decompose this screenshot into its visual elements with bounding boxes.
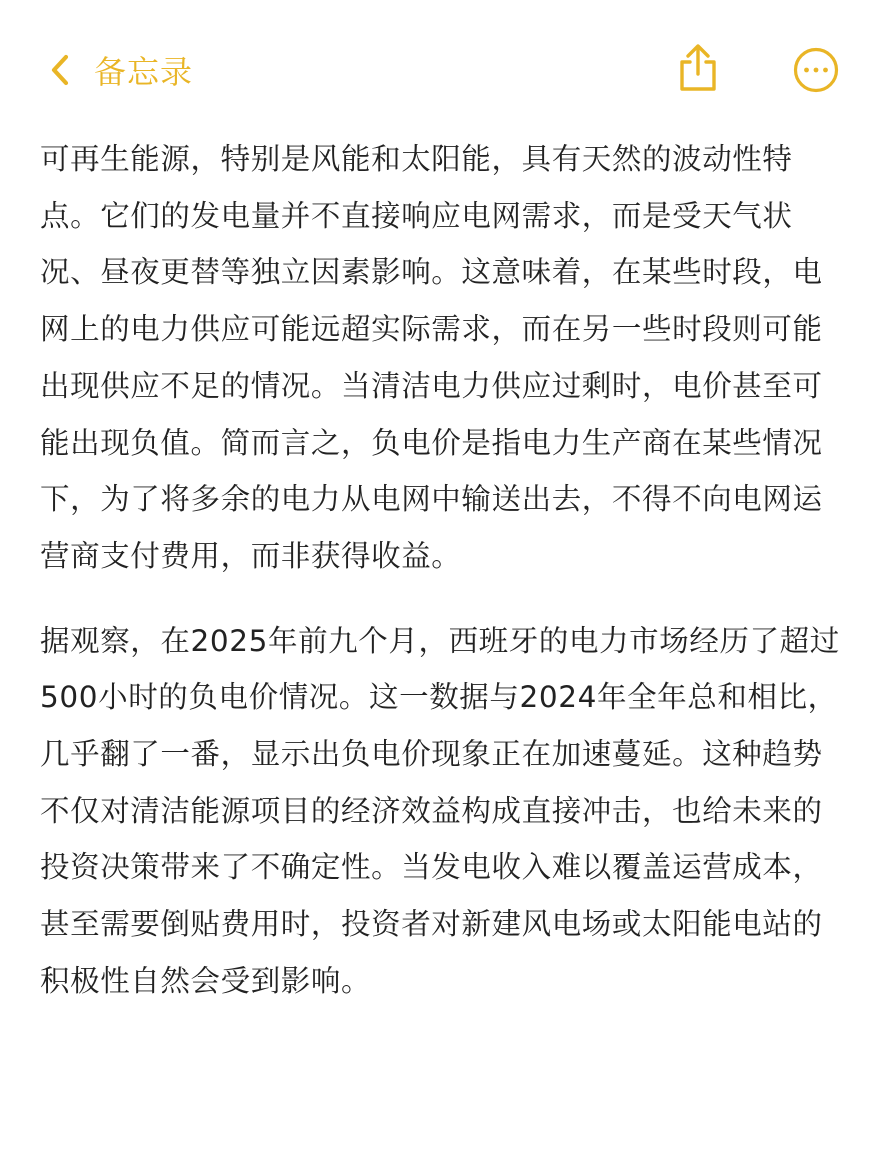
more-icon [792, 46, 840, 94]
share-icon [674, 42, 722, 94]
share-button[interactable] [674, 42, 722, 94]
back-label: 备忘录 [94, 53, 194, 91]
note-body[interactable] [40, 131, 840, 1010]
chevron-left-icon [44, 48, 80, 92]
more-button[interactable] [792, 46, 840, 94]
note-paragraph-1: 可再生能源，特别是风能和太阳能，具有天然的波动性特点。它们的发电量并不直接响应电网需求，而是受天气状况、昼夜更替等独立因素影响。这意味着，在某些时段，电网上的电力供应可能远超实际需求，而在另一些时段则可能出现供应不足的情况。当清洁电力供应过剩时，电价甚至可能出现负值。简而言之，负电价是指电力生产商在某些情况下，为了将多余的电力从电网中输送出去，不得不向电网运营商支付费用，而非获得收益。 [40, 142, 823, 573]
navigation-bar [0, 0, 880, 140]
back-button[interactable] [44, 44, 193, 96]
note-paragraph-2: 据观察，在2025年前九个月，西班牙的电力市场经历了超过500小时的负电价情况。这一数据与2024年全年总和相比，几乎翻了一番，显示出负电价现象正在加速蔓延。这种趋势不仅对清洁能源项目的经济效益构成直接冲击，也给未来的投资决策带来了不确定性。当发电收入难以覆盖运营成本，甚至需要倒贴费用时，投资者对新建风电场或太阳能电站的积极性自然会受到影响。 [40, 623, 840, 998]
